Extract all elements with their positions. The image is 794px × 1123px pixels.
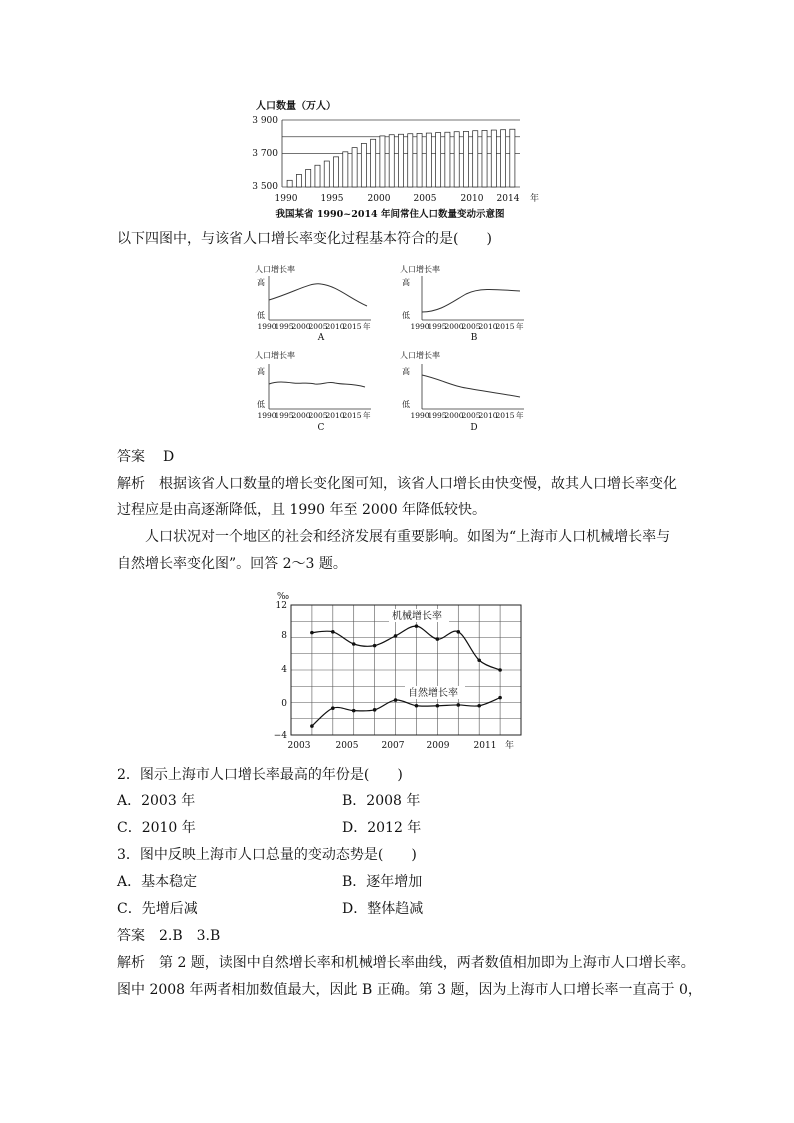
opt-xunit: 年 [516, 322, 524, 331]
option-chart-d [400, 348, 550, 432]
fig1-xtick: 1990 [274, 194, 298, 204]
fig2-point [436, 637, 440, 641]
fig1-bar [454, 132, 459, 187]
fig1-bar [315, 165, 320, 187]
opt-xtick-label: 1995 [427, 322, 447, 331]
option-label-c: C [317, 423, 325, 432]
fig2-ytick: 12 [275, 601, 287, 611]
fig1-xtick: 2000 [367, 194, 391, 204]
opt-xtick-label: 1990 [257, 411, 277, 420]
answer-label: 答案 [117, 449, 145, 465]
fig2-series [310, 624, 502, 728]
fig1-bar [333, 157, 338, 187]
fig2-point [415, 624, 419, 628]
q1-answer [117, 447, 174, 467]
option-label-b: B [470, 333, 478, 343]
curve-c [269, 382, 365, 387]
q3-option-d[interactable]: D．整体趋减 [342, 901, 424, 917]
opt-xtick-label: 2015 [495, 411, 515, 420]
fig2-point [373, 708, 377, 712]
fig2-point [352, 709, 356, 713]
answer-value: 2.B 3.B [159, 928, 221, 944]
opt-xtick-label: 2000 [291, 322, 311, 331]
opt-xticks [257, 410, 371, 420]
fig1-bar [408, 134, 413, 187]
fig2-ytick: 0 [281, 699, 287, 709]
q2-option-a[interactable]: A．2003 年 [117, 793, 196, 809]
fig1-bar [417, 133, 422, 187]
fig1-caption: 我国某省 1990~2014 年间常住人口数量变动示意图 [275, 209, 505, 220]
fig2-point [477, 704, 481, 708]
intro-line1: 人口状况对一个地区的社会和经济发展有重要影响。如图为“上海市人口机械增长率与 [145, 529, 671, 545]
opt-xunit: 年 [363, 322, 371, 331]
analysis23-line2: 图中 2008 年两者相加数值最大，因此 B 正确。第 3 题，因为上海市人口增长率一直高于 0， [117, 982, 702, 998]
opt-xtick-label: 2015 [342, 411, 362, 420]
analysis-label: 解析 [117, 476, 145, 492]
answer23 [117, 926, 220, 946]
fig1-bar [436, 133, 441, 187]
fig1-bar [287, 180, 292, 187]
opt-xtick-label: 2005 [461, 322, 481, 331]
fig2-point [456, 630, 460, 634]
fig1-ytick: 3 700 [252, 149, 278, 159]
q3-option-a[interactable]: A．基本稳定 [117, 874, 198, 890]
opt-xticks [410, 321, 524, 331]
fig1-xtick: 2010 [460, 194, 484, 204]
fig2-point [498, 696, 502, 700]
q3-stem: 3．图中反映上海市人口总量的变动态势是( ) [117, 847, 417, 863]
fig2-xtick: 2005 [335, 741, 359, 751]
fig1-bar [371, 139, 376, 187]
fig1-bar [491, 130, 496, 187]
opt-xtick-label: 2010 [325, 322, 345, 331]
curve-b [422, 289, 520, 312]
fig2-point [436, 704, 440, 708]
fig2-point [498, 668, 502, 672]
fig2-xtick: 2011 [473, 741, 497, 751]
fig1-bar [296, 174, 301, 187]
opt-xticks [410, 410, 524, 420]
fig1-bar [426, 133, 431, 187]
fig1-bar [352, 148, 357, 187]
analysis-text: 第 2 题，读图中自然增长率和机械增长率曲线，两者数值相加即为上海市人口增长率。 [159, 955, 695, 971]
fig1-bar [445, 132, 450, 187]
fig2-point [394, 698, 398, 702]
opt-xtick-label: 1995 [427, 411, 447, 420]
option-chart-a [255, 262, 405, 344]
fig2-yunit: ‰ [277, 592, 290, 602]
opt-xtick-label: 2000 [291, 411, 311, 420]
fig2-point [477, 658, 481, 662]
fig1-bar [463, 131, 468, 187]
series-label-mechanical: 机械增长率 [392, 611, 442, 622]
answer-label: 答案 [117, 928, 145, 944]
q1-analysis-line1 [117, 474, 677, 494]
opt-xtick-label: 2010 [478, 322, 498, 331]
fig1-bar [473, 131, 478, 187]
opt-xtick-label: 2005 [308, 322, 328, 331]
opt-high: 高 [402, 278, 410, 287]
fig1-bar [510, 129, 515, 187]
fig1-bar [501, 130, 506, 187]
opt-xtick-label: 1990 [257, 322, 277, 331]
option-label-a: A [317, 333, 325, 343]
intro-line2: 自然增长率变化图”。回答 2～3 题。 [117, 556, 347, 572]
fig1-xunit: 年 [530, 194, 540, 204]
fig2-point [352, 642, 356, 646]
answer-value: D [163, 449, 175, 465]
opt-xtick-label: 2005 [461, 411, 481, 420]
opt-low: 低 [402, 311, 410, 320]
q1-analysis-line2: 过程应是由高逐渐降低，且 1990 年至 2000 年降低较快。 [117, 502, 487, 518]
fig2-grid [291, 605, 521, 735]
fig2-xtick: 2003 [287, 741, 311, 751]
opt-ylabel: 人口增长率 [400, 351, 440, 360]
q2-stem: 2．图示上海市人口增长率最高的年份是( ) [117, 767, 403, 783]
curve-d [422, 375, 520, 397]
opt-xtick-label: 1990 [410, 322, 430, 331]
opt-xtick-label: 2000 [444, 411, 464, 420]
opt-xtick-label: 1990 [410, 411, 430, 420]
fig1-xtick: 1995 [320, 194, 344, 204]
fig1-bar [343, 152, 348, 187]
opt-xtick-label: 2015 [342, 322, 362, 331]
fig2-point [415, 704, 419, 708]
fig2-point [331, 706, 335, 710]
opt-high: 高 [257, 278, 265, 287]
fig1-bar [398, 134, 403, 187]
opt-ylabel: 人口增长率 [400, 265, 440, 274]
q3-option-b[interactable]: B．逐年增加 [342, 874, 423, 890]
fig2-point [456, 703, 460, 707]
opt-low: 低 [257, 400, 265, 409]
opt-high: 高 [402, 367, 410, 376]
opt-xtick-label: 1995 [274, 411, 294, 420]
fig1-bar [389, 135, 394, 187]
opt-xticks [257, 321, 371, 331]
q3-option-c[interactable]: C．先增后减 [117, 901, 198, 917]
opt-xtick-label: 2010 [325, 411, 345, 420]
q2-option-d[interactable]: D．2012 年 [342, 820, 422, 836]
fig2-xunit: 年 [505, 741, 515, 751]
fig1-bars [287, 129, 515, 187]
fig1-bar [361, 143, 366, 187]
fig2-series-line-0 [312, 626, 500, 670]
q2-option-c[interactable]: C．2010 年 [117, 820, 196, 836]
series-label-natural: 自然增长率 [408, 688, 458, 699]
opt-xtick-label: 2005 [308, 411, 328, 420]
fig2-ytick: −4 [273, 731, 287, 741]
opt-low: 低 [257, 311, 265, 320]
q2-option-b[interactable]: B．2008 年 [342, 793, 421, 809]
option-label-d: D [470, 423, 478, 432]
curve-a [269, 284, 367, 306]
option-chart-c [255, 348, 405, 432]
opt-xunit: 年 [363, 411, 371, 420]
opt-ylabel: 人口增长率 [255, 351, 295, 360]
option-chart-b [400, 262, 550, 344]
fig1-xtick: 2014 [496, 194, 520, 204]
fig1-ytick: 3 900 [252, 116, 278, 126]
fig1-ylabel: 人口数量（万人） [256, 101, 336, 112]
opt-high: 高 [257, 367, 265, 376]
fig2-point [373, 644, 377, 648]
fig2-xtick: 2007 [381, 741, 405, 751]
analysis-label: 解析 [117, 955, 145, 971]
fig1-bar [306, 169, 311, 187]
fig2-point [394, 634, 398, 638]
fig1-bar [380, 136, 385, 187]
fig2-point [310, 631, 314, 635]
opt-low: 低 [402, 400, 410, 409]
population-bar-chart [240, 95, 550, 223]
fig1-bar [324, 161, 329, 187]
fig2-ytick: 4 [281, 665, 287, 675]
analysis23-line1 [117, 953, 695, 973]
fig2-series-line-1 [312, 698, 500, 726]
opt-xtick-label: 2010 [478, 411, 498, 420]
q1-question: 以下四图中，与该省人口增长率变化过程基本符合的是( ) [117, 231, 492, 247]
fig2-point [310, 724, 314, 728]
opt-xtick-label: 2000 [444, 322, 464, 331]
shanghai-growth-line-chart [265, 585, 530, 755]
opt-xunit: 年 [516, 411, 524, 420]
opt-xtick-label: 2015 [495, 322, 515, 331]
fig2-point [331, 630, 335, 634]
analysis-text: 根据该省人口数量的增长变化图可知，该省人口增长由快变慢，故其人口增长率变化 [159, 476, 677, 492]
opt-xtick-label: 1995 [274, 322, 294, 331]
fig1-bar [482, 130, 487, 187]
opt-ylabel: 人口增长率 [255, 265, 295, 274]
fig2-ytick: 8 [281, 631, 287, 641]
fig1-ytick: 3 500 [252, 182, 278, 192]
fig2-xtick: 2009 [426, 741, 450, 751]
fig1-xtick: 2005 [413, 194, 437, 204]
